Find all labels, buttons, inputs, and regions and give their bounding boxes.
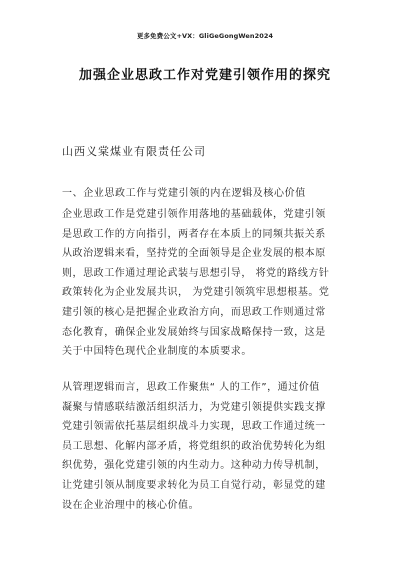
paragraph-line: 让党建引领从制度要求转化为员工自觉行动，彰显党的建 — [62, 479, 326, 491]
paragraph-line: 党建引领需依托基层组织战斗力实现，思政工作通过统一 — [62, 421, 326, 433]
paragraph-line: 织优势，强化党建引领的内生动力。这种动力传导机制， — [62, 460, 326, 472]
paragraph-line: 员工思想、化解内部矛盾，将党组织的政治优势转化为组 — [62, 440, 326, 452]
paragraph — [62, 378, 352, 515]
paragraph-line: 设在企业治理中的核心价值。 — [62, 499, 200, 511]
paragraph-line: 凝聚与情感联结激活组织活力，为党建引领提供实践支撑 — [62, 401, 326, 413]
paragraph — [62, 205, 352, 362]
paragraph-line: 是思政工作的方向指引，两者存在本质上的同频共振关系 — [62, 228, 326, 240]
company-name: 山西义棠煤业有限责任公司 — [62, 145, 206, 158]
paragraph-line: 关于中国特色现代企业制度的本质要求。 — [62, 346, 252, 358]
document-title: 加强企业思政工作对党建引领作用的探究 — [78, 68, 331, 83]
paragraph-line: 建引领的核心是把握企业政治方向，而思政工作则通过常 — [62, 306, 326, 318]
section-heading: 一、企业思政工作与党建引领的内在逻辑及核心价值 — [62, 188, 306, 199]
paragraph-line: 从政治逻辑来看，坚持党的全面领导是企业发展的根本原 — [62, 248, 326, 260]
paragraph-line: 政策转化为企业发展共识， 为党建引领筑牢思想根基。党 — [62, 287, 330, 299]
paragraph-line: 企业思政工作是党建引领作用落地的基础载体，党建引领 — [62, 209, 326, 220]
header-note: 更多免费公文+VX：GliGeGongWen2024 — [136, 32, 274, 40]
paragraph-line: 态化教育，确保企业发展始终与国家战略保持一致，这是 — [62, 326, 326, 338]
paragraph-line: 则，思政工作通过理论武装与思想引导， 将党的路线方针 — [62, 267, 330, 279]
paragraph-line: 从管理逻辑而言，思政工作聚焦“ 人的工作”，通过价值 — [62, 382, 320, 393]
